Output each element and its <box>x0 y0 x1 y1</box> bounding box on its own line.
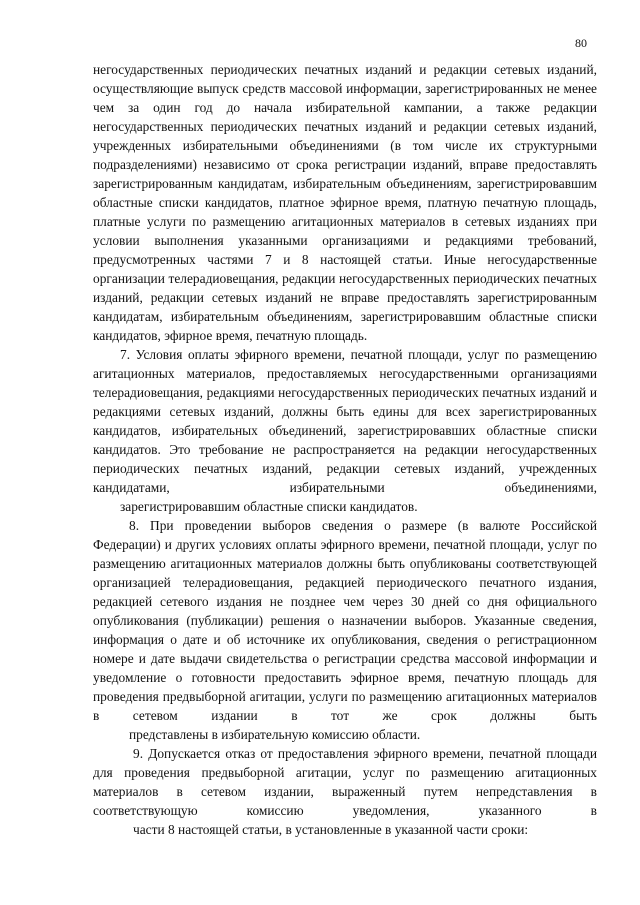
paragraph-part-9 <box>93 744 597 839</box>
paragraph-text: негосударственных периодических печатных изданий и редакции сетевых изданий, осуществляющие выпуск средств массовой информации, зарегистрированных не менее чем за один год до начала избирательной кампании, а также редакции негосударственных периодических печатных изданий и редакции сетевых изданий, учрежденных избирательными объединениями (в том числе их структурными подразделениями) независимо от срока регистрации изданий, вправе предоставлять зарегистрированным кандидатам, избирательным объединениям, зарегистрировавшим областные списки кандидатов, платное эфирное время, платную печатную площадь, платные услуги по размещению агитационных материалов в сетевых изданиях при условии выполнения указанными организациями и редакциями требований, предусмотренных частями 7 и 8 настоящей статьи. Иные негосударственные организации телерадиовещания, редакции негосударственных периодических печатных изданий, редакции сетевых изданий не вправе предоставлять зарегистрированным кандидатам, избирательным объединениям, зарегистрировавшим областные списки <box>93 62 597 324</box>
document-body <box>93 60 597 839</box>
page-number: 80 <box>575 36 587 50</box>
paragraph-part-7 <box>93 345 597 516</box>
paragraph-last-line: части 8 настоящей статьи, в установленные в указанной части сроки: <box>133 822 529 837</box>
paragraph-part-8 <box>93 516 597 744</box>
paragraph-text: 9. Допускается отказ от предоставления эфирного времени, печатной площади для проведения предвыборной агитации, услуг по размещению агитационных материалов в сетевом издании, выраженный путем непредставления в соответствующую комиссию уведомления, указанного в <box>93 746 597 818</box>
paragraph-text: 8. При проведении выборов сведения о размере (в валюте Российской Федерации) и других условиях оплаты эфирного времени, печатной площади, услуг по размещению агитационных материалов должны быть опубликованы соответствующей организацией телерадиовещания, редакцией периодического печатного издания, редакцией сетевого издания не позднее чем через 30 дней со дня официального опубликования (публикации) решения о назначении выборов. Указанные сведения, информация о дате и об источнике их опубликования, сведения о регистрационном номере и дате выдачи свидетельства о регистрации средства массовой информации и уведомление о готовности предоставить эфирное время, печатную площадь для проведения предвыборной агитации, услуги по размещению агитационных материалов в сетевом издании в тот же срок должны быть <box>93 518 597 723</box>
paragraph-text: 7. Условия оплаты эфирного времени, печатной площади, услуг по размещению агитационных материалов, предоставляемых негосударственными организациями телерадиовещания, редакциями негосударственных периодических печатных изданий и редакциями сетевых изданий, должны быть едины для всех зарегистрированных кандидатов, избирательных объединений, зарегистрировавших областные списки кандидатов. Это требование не распространяется на редакции негосударственных периодических печатных изданий, редакции сетевых изданий, учрежденных кандидатами, избирательными объединениями, <box>93 347 597 495</box>
paragraph-last-line: зарегистрировавшим областные списки кандидатов. <box>120 499 418 514</box>
paragraph-last-line: кандидатов, эфирное время, печатную площадь. <box>93 328 368 343</box>
paragraph-last-line: представлены в избирательную комиссию области. <box>129 727 421 742</box>
paragraph-continuation <box>93 60 597 345</box>
